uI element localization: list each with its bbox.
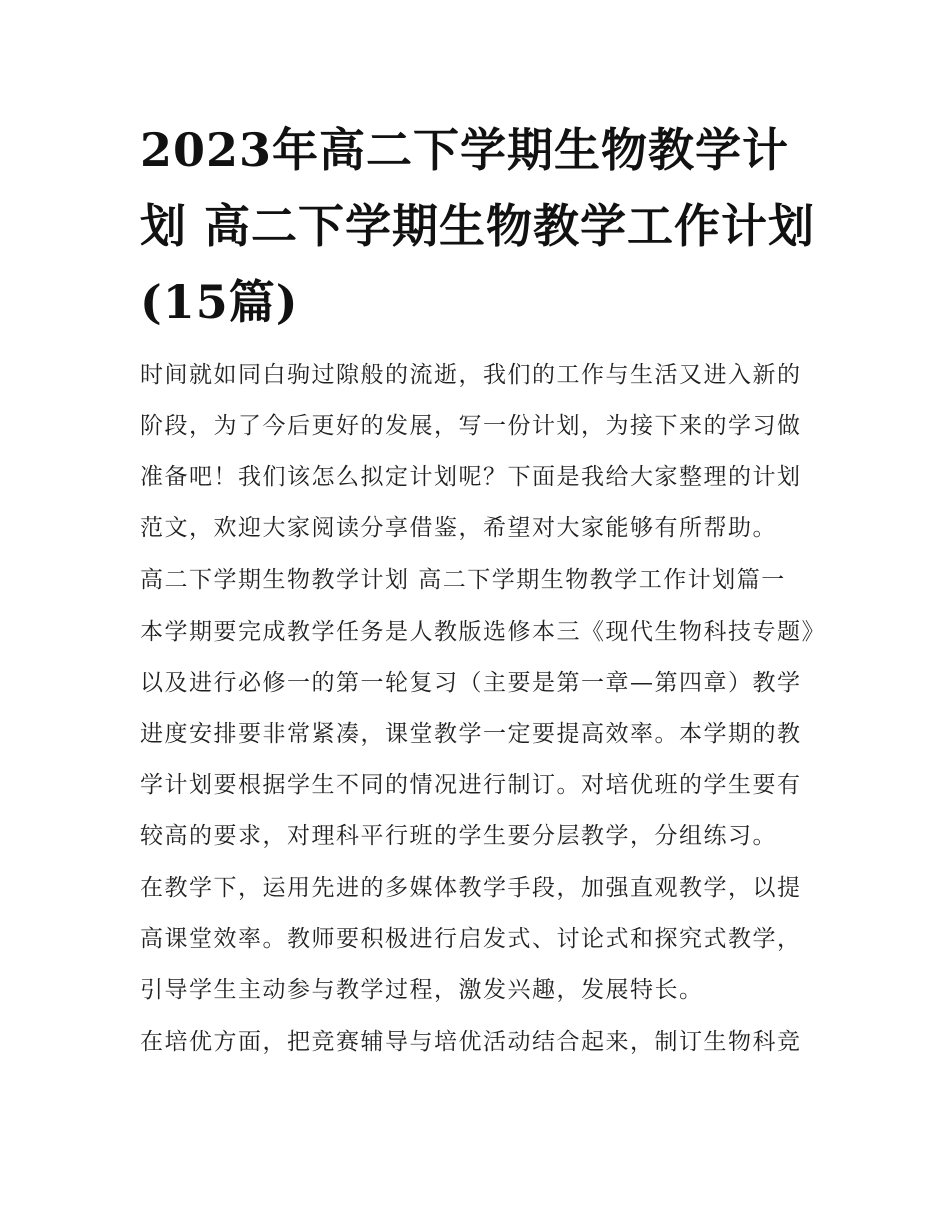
body-paragraph: 在培优方面，把竞赛辅导与培优活动结合起来，制订生物科竞 [140, 1029, 802, 1055]
document-body [140, 112, 815, 1069]
section-heading: 高二下学期生物教学计划 高二下学期生物教学工作计划篇一 [140, 567, 786, 593]
intro-paragraph: 时间就如同白驹过隙般的流逝，我们的工作与生活又进入新的阶段，为了今后更好的发展，写一份计划，为接下来的学习做准备吧！我们该怎么拟定计划呢？下面是我给大家整理的计划范文，欢迎大家阅读分享借鉴，希望对大家能够有所帮助。 [140, 362, 802, 541]
body-paragraph: 本学期要完成教学任务是人教版选修本三《现代生物科技专题》以及进行必修一的第一轮复习（主要是第一章—第四章）教学进度安排要非常紧凑，课堂教学一定要提高效率。本学期的教学计划要根据学生不同的情况进行制订。对培优班的学生要有较高的要求，对理科平行班的学生要分层教学，分组练习。 [140, 619, 815, 849]
document-title: 2023年高二下学期生物教学计划 高二下学期生物教学工作计划(15篇) [140, 123, 816, 329]
body-paragraph: 在教学下，运用先进的多媒体教学手段，加强直观教学，以提高课堂效率。教师要积极进行启发式、讨论式和探究式教学，引导学生主动参与教学过程，激发兴趣，发展特长。 [140, 875, 802, 1003]
